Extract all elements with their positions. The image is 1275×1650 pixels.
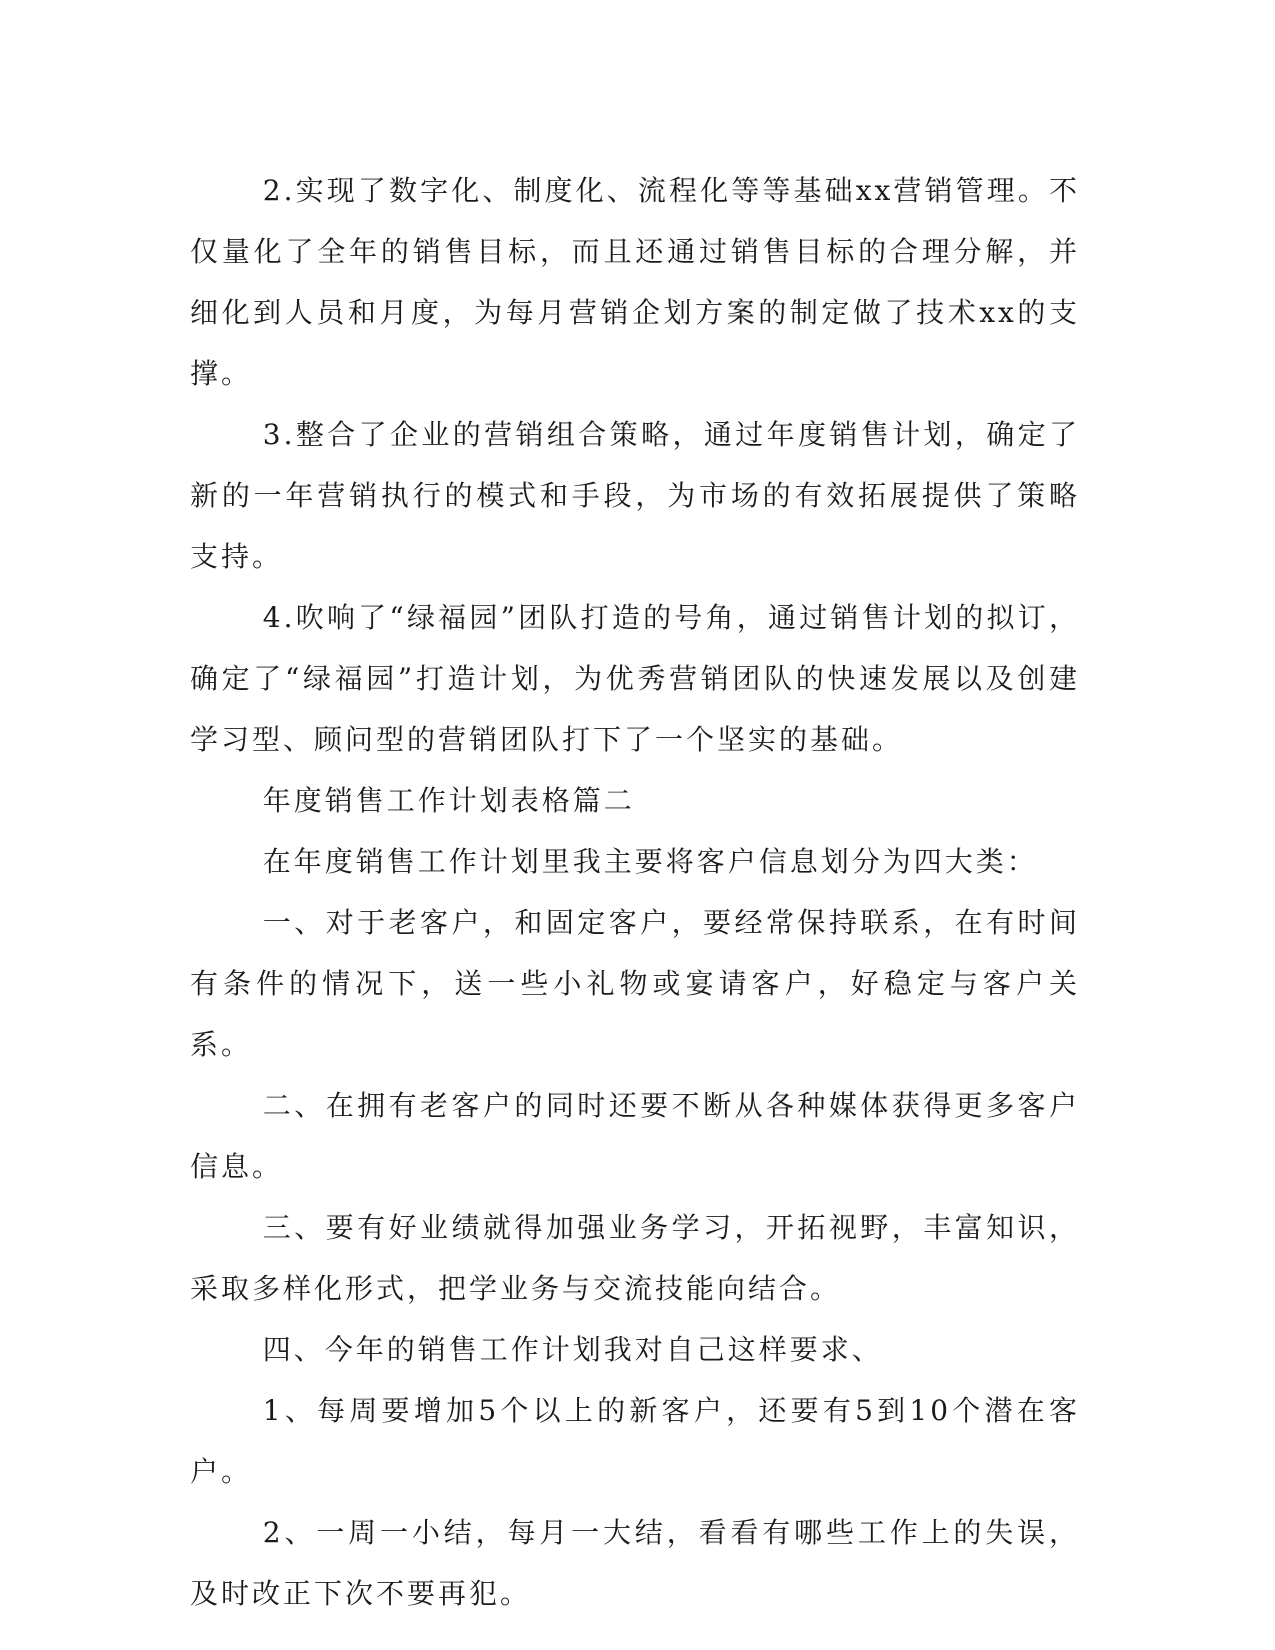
document-body [190, 160, 1080, 1624]
paragraph-requirement-2: 2、一周一小结，每月一大结，看看有哪些工作上的失误，及时改正下次不要再犯。 [190, 1516, 1080, 1610]
paragraph-point-2: 2.实现了数字化、制度化、流程化等等基础xx营销管理。不仅量化了全年的销售目标，而且还通过销售目标的合理分解，并细化到人员和月度，为每月营销企划方案的制定做了技术xx的支撑。 [190, 174, 1080, 390]
section-heading: 年度销售工作计划表格篇二 [262, 784, 635, 817]
paragraph-requirement-1: 1、每周要增加5个以上的新客户，还要有5到10个潜在客户。 [190, 1394, 1080, 1488]
paragraph-item-three: 三、要有好业绩就得加强业务学习，开拓视野，丰富知识，采取多样化形式，把学业务与交流技能向结合。 [190, 1211, 1080, 1305]
paragraph-item-four: 四、今年的销售工作计划我对自己这样要求、 [262, 1333, 883, 1366]
paragraph-item-two: 二、在拥有老客户的同时还要不断从各种媒体获得更多客户信息。 [190, 1089, 1080, 1183]
paragraph-intro: 在年度销售工作计划里我主要将客户信息划分为四大类： [262, 845, 1038, 878]
paragraph-item-one: 一、对于老客户，和固定客户，要经常保持联系，在有时间有条件的情况下，送一些小礼物或宴请客户，好稳定与客户关系。 [190, 906, 1080, 1061]
paragraph-point-4: 4.吹响了“绿福园”团队打造的号角，通过销售计划的拟订，确定了“绿福园”打造计划，为优秀营销团队的快速发展以及创建学习型、顾问型的营销团队打下了一个坚实的基础。 [190, 601, 1080, 756]
paragraph-point-3: 3.整合了企业的营销组合策略，通过年度销售计划，确定了新的一年营销执行的模式和手段，为市场的有效拓展提供了策略支持。 [190, 418, 1080, 573]
